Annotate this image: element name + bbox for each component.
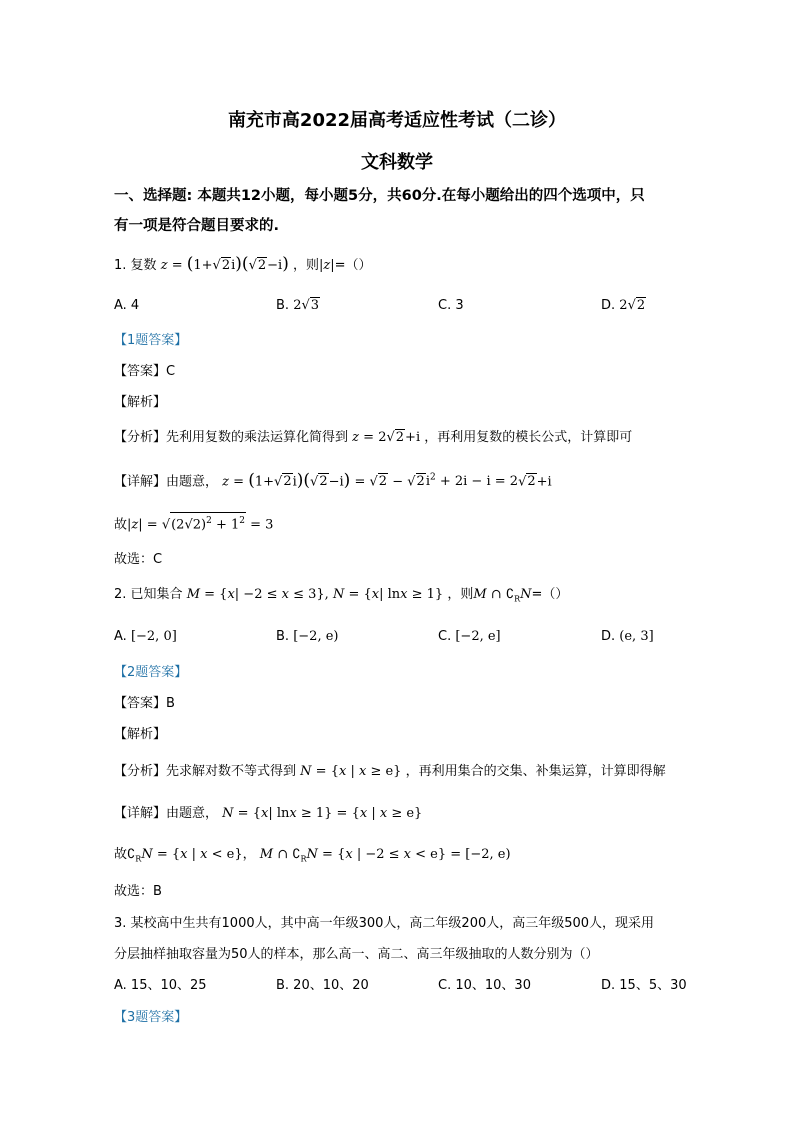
exam-title: 南充市高2022届高考适应性考试（二诊） bbox=[227, 110, 567, 131]
q3-option-b: B. 20、10、20 bbox=[276, 978, 369, 993]
q1-answer: 【答案】C bbox=[114, 364, 176, 379]
q1-answer-header: 【1题答案】 bbox=[114, 333, 188, 348]
q1-jiexi: 【解析】 bbox=[114, 395, 167, 410]
q1-option-b: B. 2√3 bbox=[276, 298, 320, 313]
q1-prefix: 复数 bbox=[130, 258, 157, 273]
q3-answer-header: 【3题答案】 bbox=[114, 1010, 188, 1025]
question-3-line-2: 分层抽样抽取容量为50人的样本，那么高一、高二、高三年级抽取的人数分别为（） bbox=[114, 947, 599, 962]
q2-fenxi: 【分析】先求解对数不等式得到 N = {x | x ≥ e} ，再利用集合的交集、补集运算，计算即得解 bbox=[114, 764, 666, 779]
q1-option-c: C. 3 bbox=[438, 298, 464, 313]
q2-jiexi: 【解析】 bbox=[114, 727, 167, 742]
q3-option-d: D. 15、5、30 bbox=[601, 978, 687, 993]
question-1: 1. 复数 z = (1+√2i)(√2−i) ，则|z|=（） bbox=[114, 254, 372, 274]
q2-complement: 故$∁_RN = \{x$ | x < e}， M ∩ $∁_RN = \{x$ | −2 ≤ x < e} = [−2, e) bbox=[114, 847, 511, 864]
q1-option-d: D. 2√2 bbox=[601, 298, 646, 313]
section-heading-line-2: 有一项是符合题目要求的. bbox=[114, 218, 280, 234]
q1-end: =（） bbox=[334, 258, 372, 273]
section-heading-line-1: 一、选择题: 本题共12小题，每小题5分，共60分.在每小题给出的四个选项中，只 bbox=[114, 188, 645, 204]
q2-option-b: B. [−2, e) bbox=[276, 629, 339, 644]
question-2: 2. 已知集合 M = {x| −2 ≤ x ≤ 3}, N = {x| lnx ≥ 1} ，则M ∩ $∁_RN=()$ bbox=[114, 587, 569, 604]
q1-choice: 故选：C bbox=[114, 552, 163, 567]
q1-fenxi: 【分析】先利用复数的乘法运算化简得到 z = 2√2+i ，再利用复数的模长公式，计算即可 bbox=[114, 430, 633, 445]
q2-option-a: A. [−2, 0] bbox=[114, 629, 177, 644]
question-3-line-1: 3. 某校高中生共有1000人，其中高一年级300人，高二年级200人，高三年级500人，现采用 bbox=[114, 916, 655, 931]
exam-subtitle: 文科数学 bbox=[361, 152, 433, 173]
q2-option-d: D. (e, 3] bbox=[601, 629, 654, 644]
q1-option-a: A. 4 bbox=[114, 298, 140, 313]
q1-xiangjie: 【详解】由题意， $z = (1+√2i)(√2-i) = √2 - √2i^2 + 2i - i = 2√2+i$ bbox=[114, 470, 552, 491]
q1-suffix: ，则 bbox=[292, 258, 319, 273]
q3-option-c: C. 10、10、30 bbox=[438, 978, 531, 993]
q1-modulus: 故$|z| = √(2√2)^2 + 1^2 = 3$ bbox=[114, 512, 273, 535]
q2-answer-header: 【2题答案】 bbox=[114, 665, 188, 680]
q2-answer: 【答案】B bbox=[114, 696, 175, 711]
q2-choice: 故选：B bbox=[114, 884, 162, 899]
q1-number: 1. bbox=[114, 258, 127, 273]
q2-xiangjie: 【详解】由题意， N = {x| lnx ≥ 1} = {x | x ≥ e} bbox=[114, 806, 423, 821]
q3-option-a: A. 15、10、25 bbox=[114, 978, 207, 993]
q2-option-c: C. [−2, e] bbox=[438, 629, 501, 644]
